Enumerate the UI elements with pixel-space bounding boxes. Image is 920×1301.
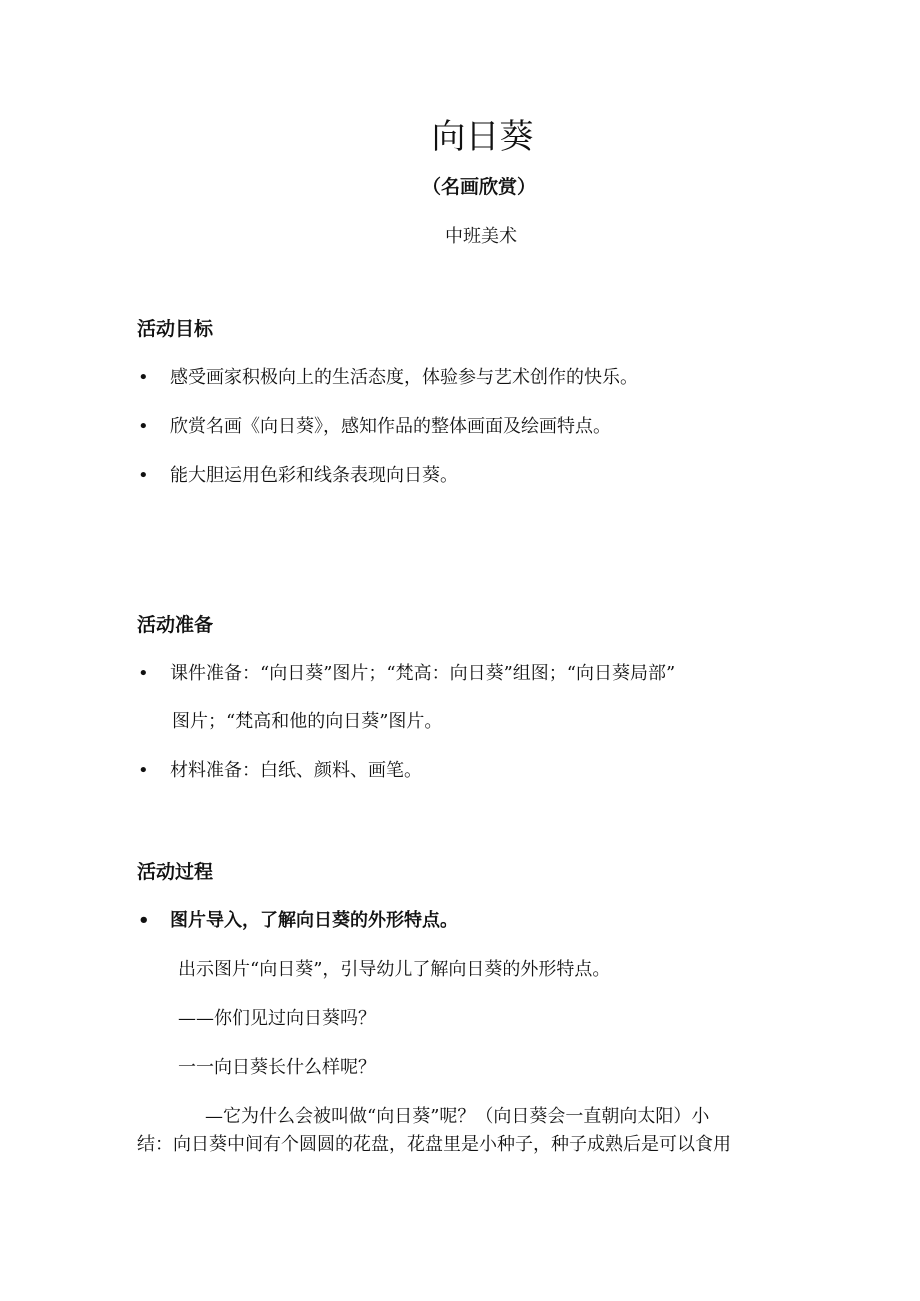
class-label: 中班美术 [445, 226, 517, 247]
bullet-icon: • [138, 465, 149, 486]
section-heading-process: 活动过程 [137, 861, 214, 883]
process-summary: 结：向日葵中间有个圆圆的花盘，花盘里是小种子，种子成熟后是可以食用 [137, 1134, 731, 1155]
process-paragraph: 出示图片“向日葵”，引导幼儿了解向日葵的外形特点。 [178, 959, 611, 980]
prep-item-courseware: 课件准备：“向日葵”图片；“梵高：向日葵”组图；“向日葵局部” [170, 663, 676, 684]
section-heading-goals: 活动目标 [137, 318, 214, 340]
bullet-icon: • [138, 416, 149, 437]
bullet-icon: • [138, 663, 149, 684]
page-title: 向日葵 [431, 117, 534, 157]
prep-item-courseware-continued: 图片；“梵高和他的向日葵”图片。 [172, 711, 443, 732]
bullet-icon: • [138, 760, 149, 781]
goal-item: 能大胆运用色彩和线条表现向日葵。 [170, 465, 458, 486]
goal-item: 欣赏名画《向日葵》，感知作品的整体画面及绘画特点。 [170, 416, 611, 437]
bullet-icon: • [138, 910, 150, 931]
process-question: ——你们见过向日葵吗？ [178, 1008, 376, 1029]
section-heading-prep: 活动准备 [137, 614, 214, 636]
bullet-icon: • [138, 367, 149, 388]
process-step-1: 图片导入，了解向日葵的外形特点。 [170, 910, 458, 931]
page-subtitle: （名画欣赏） [421, 176, 536, 198]
prep-item-materials: 材料准备：白纸、颜料、画笔。 [170, 760, 422, 781]
goal-item: 感受画家积极向上的生活态度，体验参与艺术创作的快乐。 [170, 367, 638, 388]
process-question: 一一向日葵长什么样呢？ [178, 1057, 376, 1078]
process-question: —它为什么会被叫做“向日葵”呢？（向日葵会一直朝向太阳）小 [205, 1106, 710, 1127]
